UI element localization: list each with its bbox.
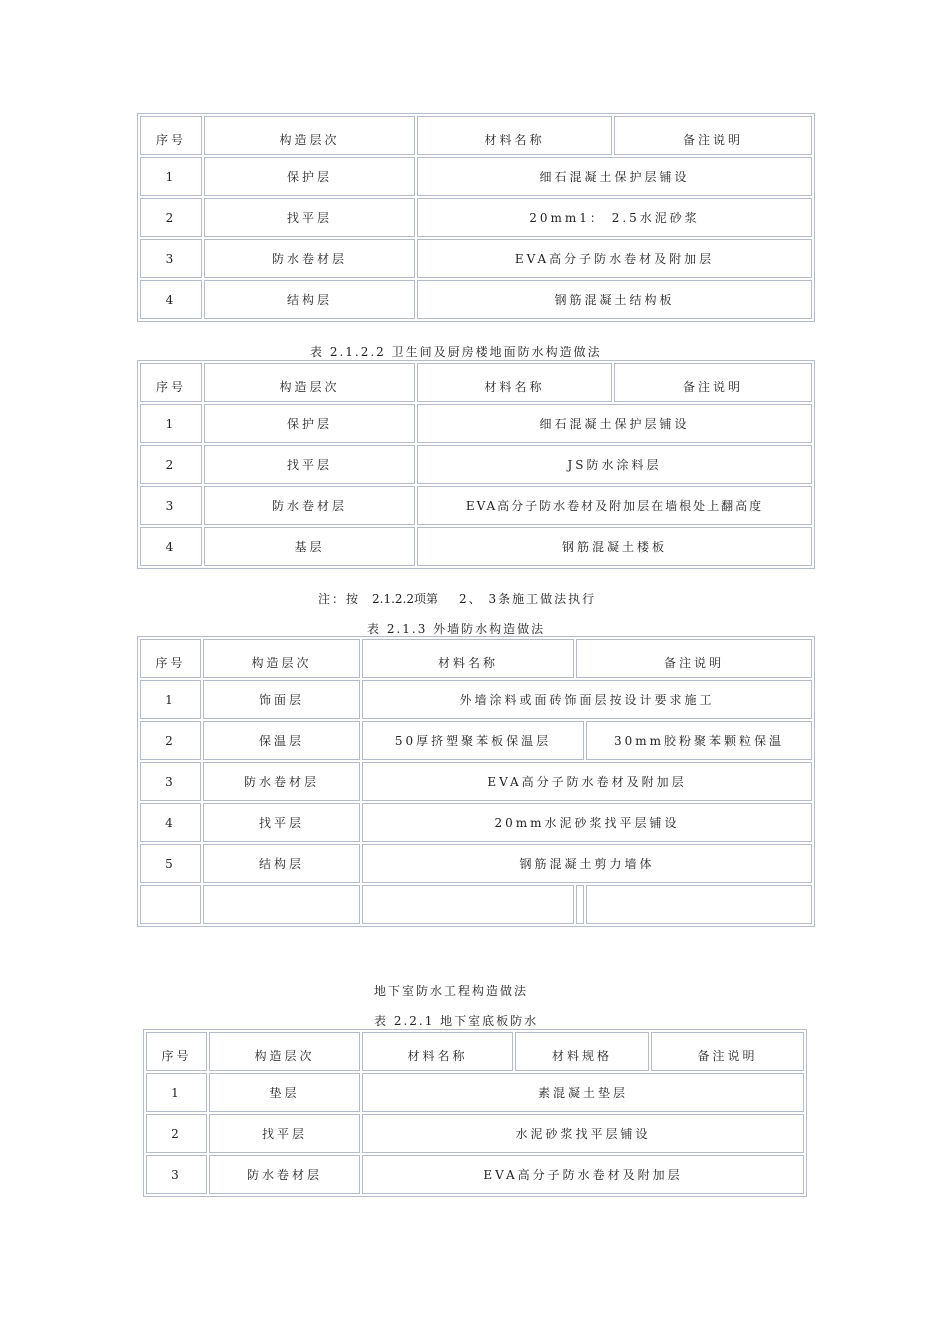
table-row (140, 157, 812, 196)
table-row (140, 280, 812, 319)
layer-cell: 保温层 (203, 721, 360, 760)
layer-cell: 垫层 (209, 1073, 360, 1112)
table-row (140, 445, 812, 484)
material-cell: EVA高分子防水卷材及附加层在墙根处上翻高度 (417, 486, 812, 525)
header-cell: 备注说明 (614, 363, 812, 402)
material-cell: 20mm水泥砂浆找平层铺设 (362, 803, 812, 842)
row-number: 3 (140, 239, 202, 278)
row-number: 4 (140, 803, 201, 842)
row-number: 3 (146, 1155, 207, 1194)
header-cell: 序号 (146, 1032, 207, 1071)
note-text: 2、 3条施工做法执行 (459, 592, 597, 606)
note-section-ref: 2.1.2.2项第 (372, 592, 438, 606)
material-cell: EVA高分子防水卷材及附加层 (417, 239, 812, 278)
material-cell: 钢筋混凝土楼板 (417, 527, 812, 566)
material-cell: 钢筋混凝土剪力墙体 (362, 844, 812, 883)
header-cell: 材料名称 (417, 116, 612, 155)
layer-cell: 结构层 (204, 280, 415, 319)
row-number: 5 (140, 844, 201, 883)
layer-cell: 找平层 (204, 445, 415, 484)
table-row (140, 198, 812, 237)
header-cell: 构造层次 (209, 1032, 360, 1071)
material-cell: 细石混凝土保护层铺设 (417, 157, 812, 196)
header-cell: 材料名称 (362, 1032, 513, 1071)
row-number: 1 (140, 157, 202, 196)
empty-cell (140, 885, 201, 924)
roof-waterproof-table (137, 113, 815, 322)
layer-cell: 找平层 (203, 803, 360, 842)
table-caption: 表 2.2.1 地下室底板防水 (374, 1014, 539, 1028)
material-cell: 钢筋混凝土结构板 (417, 280, 812, 319)
bathroom-waterproof-table (137, 360, 815, 569)
layer-cell: 防水卷材层 (209, 1155, 360, 1194)
header-cell: 构造层次 (204, 116, 415, 155)
header-cell: 备注说明 (614, 116, 812, 155)
layer-cell: 基层 (204, 527, 415, 566)
header-cell: 序号 (140, 639, 201, 678)
material-cell: 30mm胶粉聚苯颗粒保温 (586, 721, 812, 760)
layer-cell: 防水卷材层 (204, 239, 415, 278)
row-number: 4 (140, 527, 202, 566)
table-row (140, 239, 812, 278)
table-row (146, 1073, 804, 1112)
row-number: 3 (140, 762, 201, 801)
table-row (140, 721, 812, 760)
table-header-row (146, 1032, 804, 1071)
layer-cell: 结构层 (203, 844, 360, 883)
table-row (146, 1155, 804, 1194)
header-cell: 构造层次 (203, 639, 360, 678)
section-heading: 地下室防水工程构造做法 (374, 984, 529, 998)
row-number: 2 (140, 198, 202, 237)
material-cell: 20mm1： 2.5水泥砂浆 (417, 198, 812, 237)
row-number: 1 (140, 404, 202, 443)
exterior-wall-table (137, 636, 815, 927)
basement-floor-table (143, 1029, 807, 1197)
table-header-row (140, 363, 812, 402)
empty-cell (576, 885, 584, 924)
table-row (140, 762, 812, 801)
row-number: 2 (140, 445, 202, 484)
table-caption: 表 2.1.3 外墙防水构造做法 (367, 622, 546, 636)
material-cell: EVA高分子防水卷材及附加层 (362, 1155, 804, 1194)
row-number: 4 (140, 280, 202, 319)
table-row (146, 1114, 804, 1153)
layer-cell: 防水卷材层 (203, 762, 360, 801)
table-row (140, 844, 812, 883)
table-row (140, 527, 812, 566)
layer-cell: 饰面层 (203, 680, 360, 719)
material-cell: 50厚挤塑聚苯板保温层 (362, 721, 584, 760)
material-cell: 素混凝土垫层 (362, 1073, 804, 1112)
table-row (140, 486, 812, 525)
empty-cell (586, 885, 812, 924)
material-cell: JS防水涂料层 (417, 445, 812, 484)
header-cell: 材料名称 (362, 639, 574, 678)
material-cell: 细石混凝土保护层铺设 (417, 404, 812, 443)
layer-cell: 保护层 (204, 157, 415, 196)
table-row (140, 803, 812, 842)
layer-cell: 找平层 (209, 1114, 360, 1153)
row-number: 1 (140, 680, 201, 719)
row-number: 1 (146, 1073, 207, 1112)
layer-cell: 找平层 (204, 198, 415, 237)
material-cell: 外墙涂料或面砖饰面层按设计要求施工 (362, 680, 812, 719)
table-header-row (140, 116, 812, 155)
material-cell: 水泥砂浆找平层铺设 (362, 1114, 804, 1153)
empty-cell (362, 885, 574, 924)
material-cell: EVA高分子防水卷材及附加层 (362, 762, 812, 801)
row-number: 3 (140, 486, 202, 525)
header-cell: 材料规格 (515, 1032, 649, 1071)
table-caption: 表 2.1.2.2 卫生间及厨房楼地面防水构造做法 (310, 345, 602, 359)
row-number: 2 (140, 721, 201, 760)
table-row (140, 404, 812, 443)
empty-cell (203, 885, 360, 924)
row-number: 2 (146, 1114, 207, 1153)
header-cell: 材料名称 (417, 363, 612, 402)
header-cell: 构造层次 (204, 363, 415, 402)
header-cell: 备注说明 (651, 1032, 804, 1071)
layer-cell: 保护层 (204, 404, 415, 443)
header-cell: 序号 (140, 363, 202, 402)
table-row-empty (140, 885, 812, 924)
layer-cell: 防水卷材层 (204, 486, 415, 525)
table-header-row (140, 639, 812, 678)
header-cell: 备注说明 (576, 639, 812, 678)
header-cell: 序号 (140, 116, 202, 155)
table-row (140, 680, 812, 719)
note-label: 注：按 (318, 592, 361, 606)
